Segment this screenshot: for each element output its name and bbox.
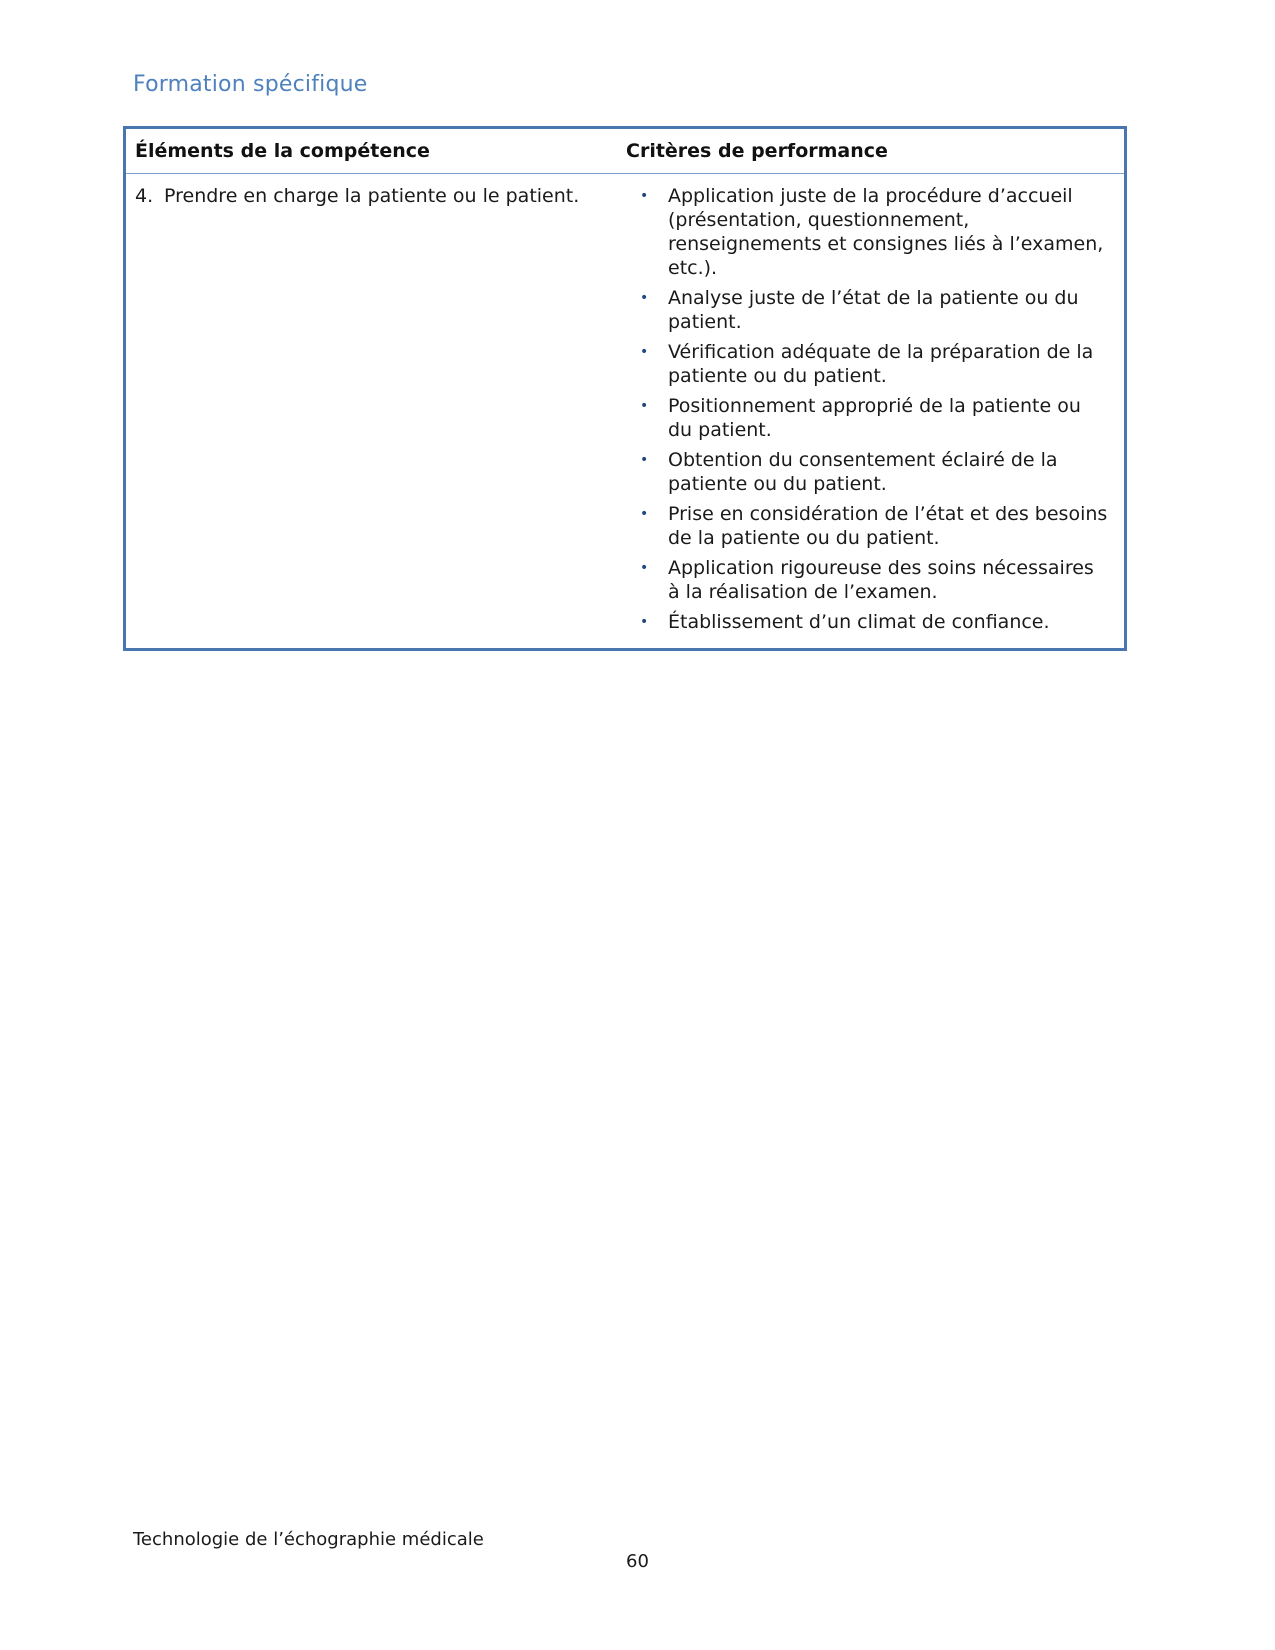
bullet-icon: • bbox=[640, 560, 649, 576]
criteria-item bbox=[626, 184, 1124, 280]
bullet-icon: • bbox=[640, 398, 649, 414]
criteria-item bbox=[626, 610, 1124, 634]
table-header-row bbox=[126, 129, 1124, 174]
column-header-elements: Éléments de la compétence bbox=[135, 140, 430, 162]
competence-table bbox=[123, 126, 1127, 651]
table-row bbox=[126, 174, 1124, 648]
bullet-icon: • bbox=[640, 452, 649, 468]
criteria-item bbox=[626, 340, 1124, 388]
criteria-item bbox=[626, 448, 1124, 496]
criteria-text: Établissement d’un climat de confiance. bbox=[668, 611, 1050, 633]
criteria-item bbox=[626, 502, 1124, 550]
criteria-cell bbox=[626, 184, 1124, 640]
column-header-criteria: Critères de performance bbox=[626, 140, 888, 162]
criteria-item bbox=[626, 556, 1124, 604]
bullet-icon: • bbox=[640, 506, 649, 522]
element-cell bbox=[126, 184, 626, 640]
page-number: 60 bbox=[626, 1551, 649, 1572]
criteria-text: Positionnement approprié de la patiente ou du patient. bbox=[668, 395, 1081, 441]
criteria-text: Application rigoureuse des soins nécessaires à la réalisation de l’examen. bbox=[668, 557, 1094, 603]
criteria-text: Prise en considération de l’état et des besoins de la patiente ou du patient. bbox=[668, 503, 1108, 549]
element-text: Prendre en charge la patiente ou le patient. bbox=[164, 185, 580, 207]
criteria-text: Obtention du consentement éclairé de la patiente ou du patient. bbox=[668, 449, 1058, 495]
criteria-item bbox=[626, 286, 1124, 334]
footer-document-title: Technologie de l’échographie médicale bbox=[133, 1529, 484, 1550]
section-title: Formation spécifique bbox=[133, 72, 368, 97]
criteria-text: Analyse juste de l’état de la patiente ou du patient. bbox=[668, 287, 1079, 333]
bullet-icon: • bbox=[640, 614, 649, 630]
bullet-icon: • bbox=[640, 188, 649, 204]
criteria-list bbox=[626, 184, 1124, 634]
bullet-icon: • bbox=[640, 290, 649, 306]
criteria-item bbox=[626, 394, 1124, 442]
criteria-text: Vérification adéquate de la préparation de la patiente ou du patient. bbox=[668, 341, 1094, 387]
bullet-icon: • bbox=[640, 344, 649, 360]
criteria-text: Application juste de la procédure d’accueil (présentation, questionnement, renseignements et consignes liés à l’examen, etc.). bbox=[668, 185, 1104, 279]
element-number: 4. bbox=[135, 185, 154, 207]
